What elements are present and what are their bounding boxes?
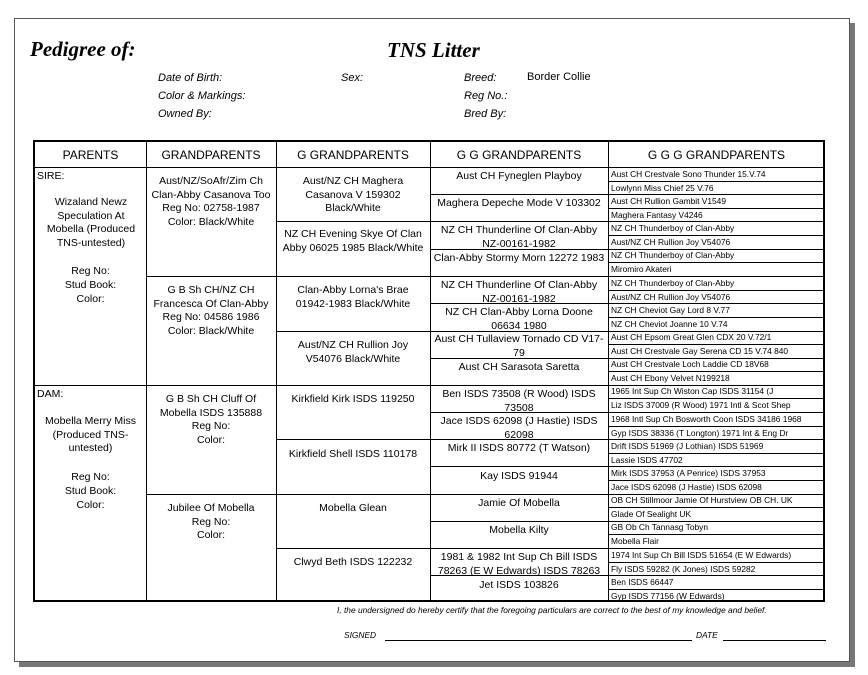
- gg-grandparent-4: Clan-Abby Stormy Morn 12272 1983: [433, 252, 605, 264]
- gg-grandparent-2: Maghera Depeche Mode V 103302: [437, 197, 601, 209]
- ggg-grandparent-1: Aust CH Crestvale Sono Thunder 15.V.74: [611, 169, 766, 179]
- certification-statement: I, the undersigned do hereby certify that the foregoing particulars are correct to the best of my knowledge and belief.: [337, 605, 767, 615]
- grandparent-2: G B Sh CH/NZ CH Francesca Of Clan-Abby Reg No: 04586 1986 Color: Black/White: [153, 284, 269, 337]
- g-grandparent-8: Clwyd Beth ISDS 122232: [293, 556, 413, 568]
- ggg-grandparent-21: Drift ISDS 51969 (J Lothian) ISDS 51969: [611, 441, 764, 451]
- ggg-grandparent-19: 1968 Intl Sup Ch Bosworth Coon ISDS 34186 1968: [611, 414, 802, 424]
- ggg-grandparent-23: Mirk ISDS 37953 (A Penrice) ISDS 37953: [611, 468, 766, 478]
- gg-grandparent-6: NZ CH Clan-Abby Lorna Doone 06634 1980: [445, 306, 593, 332]
- gg-grandparent-8: Aust CH Sarasota Saretta: [458, 361, 580, 373]
- ggg-grandparent-3: Aust CH Rullion Gambit V1549: [611, 196, 726, 206]
- col-header-gg-grandparents: G G GRANDPARENTS: [456, 147, 582, 162]
- g-grandparent-6: Kirkfield Shell ISDS 110178: [288, 448, 418, 460]
- date-line: [723, 640, 826, 641]
- dam-stud-book-label: Stud Book:: [64, 485, 117, 497]
- breed-value: Border Collie: [527, 71, 591, 83]
- ggg-grandparent-12: NZ CH Cheviot Joanne 10 V.74: [611, 319, 728, 329]
- grandparent-3: G B Sh CH Cluff Of Mobella ISDS 135888 Reg No: Color:: [159, 393, 263, 446]
- ggg-grandparent-22: Lassie ISDS 47702: [611, 455, 683, 465]
- ggg-grandparent-6: Aust/NZ CH Rullion Joy V54076: [611, 237, 731, 247]
- ggg-grandparent-29: 1974 Int Sup Ch Bill ISDS 51654 (E W Edwards): [611, 550, 792, 560]
- pedigree-title-label: Pedigree of:: [30, 37, 136, 61]
- ggg-grandparent-30: Fly ISDS 59282 (K Jones) ISDS 59282: [611, 564, 756, 574]
- sire-reg-label: Reg No:: [71, 265, 110, 277]
- ggg-grandparent-31: Ben ISDS 66447: [611, 577, 674, 587]
- ggg-grandparent-5: NZ CH Thunderboy of Clan-Abby: [611, 223, 735, 233]
- ggg-grandparent-18: Liz ISDS 37009 (R Wood) 1971 Intl & Scot Shep: [611, 400, 791, 410]
- g-grandparent-1: Aust/NZ CH Maghera Casanova V 159302 Black/White: [302, 175, 404, 214]
- sire-label: SIRE:: [37, 170, 65, 182]
- dam-label: DAM:: [37, 388, 64, 400]
- g-grandparent-2: NZ CH Evening Skye Of Clan Abby 06025 1985 Black/White: [282, 228, 424, 254]
- ggg-grandparent-2: Lowlynn Miss Chief 25 V.76: [611, 183, 714, 193]
- color-markings-label: Color & Markings:: [158, 90, 246, 102]
- ggg-grandparent-26: Glade Of Sealight UK: [611, 509, 692, 519]
- sire-name: Wizaland Newz Speculation At Mobella (Produced TNS-untested): [46, 196, 136, 249]
- owned-by-label: Owned By:: [158, 108, 212, 120]
- sire-color-label: Color:: [76, 293, 105, 305]
- gg-grandparent-3: NZ CH Thunderline Of Clan-Abby NZ-00161-1982: [440, 224, 598, 250]
- ggg-grandparent-20: Gyp ISDS 38336 (T Longton) 1971 Int & Eng Dr: [611, 428, 789, 438]
- pedigree-table: [33, 140, 825, 602]
- reg-no-label: Reg No.:: [464, 90, 508, 102]
- bred-by-label: Bred By:: [464, 108, 507, 120]
- g-grandparent-5: Kirkfield Kirk ISDS 119250: [291, 393, 415, 405]
- breed-label: Breed:: [464, 72, 497, 84]
- ggg-grandparent-9: NZ CH Thunderboy of Clan-Abby: [611, 278, 735, 288]
- ggg-grandparent-15: Aust CH Crestvale Loch Laddie CD 18V68: [611, 359, 769, 369]
- gg-grandparent-1: Aust CH Fyneglen Playboy: [456, 170, 582, 182]
- ggg-grandparent-14: Aust CH Crestvale Gay Serena CD 15 V.74 840: [611, 346, 789, 356]
- gg-grandparent-9: Ben ISDS 73508 (R Wood) ISDS 73508: [442, 388, 596, 414]
- dam-name: Mobella Merry Miss (Produced TNS-untested): [44, 415, 136, 454]
- ggg-grandparent-17: 1965 Int Sup Ch Wiston Cap ISDS 31154 (J: [611, 386, 774, 396]
- ggg-grandparent-11: NZ CH Cheviot Gay Lord 8 V.77: [611, 305, 730, 315]
- ggg-grandparent-13: Aust CH Epsom Great Glen CDX 20 V.72/1: [611, 332, 772, 342]
- date-label: DATE: [696, 630, 718, 640]
- ggg-grandparent-4: Maghera Fantasy V4246: [611, 210, 703, 220]
- gg-grandparent-5: NZ CH Thunderline Of Clan-Abby NZ-00161-1982: [440, 279, 598, 305]
- ggg-grandparent-25: OB CH Stillmoor Jamie Of Hurstview OB CH. UK: [611, 495, 793, 505]
- gg-grandparent-11: Mirk II ISDS 80772 (T Watson): [447, 442, 591, 454]
- ggg-grandparent-8: Miromiro Akateri: [611, 264, 672, 274]
- g-grandparent-3: Clan-Abby Lorna's Brae 01942-1983 Black/White: [295, 284, 411, 310]
- grandparent-1: Aust/NZ/SoAfr/Zim Ch Clan-Abby Casanova Too Reg No: 02758-1987 Color: Black/White: [151, 175, 271, 228]
- grandparent-4: Jubilee Of Mobella Reg No: Color:: [167, 502, 255, 541]
- ggg-grandparent-27: GB Ob Ch Tannasg Tobyn: [611, 522, 708, 532]
- col-divider: [146, 142, 147, 600]
- g-grandparent-7: Mobella Glean: [319, 502, 387, 514]
- g-grandparent-4: Aust/NZ CH Rullion Joy V54076 Black/White: [297, 339, 409, 365]
- gg-grandparent-13: Jamie Of Mobella: [478, 497, 560, 509]
- ggg-grandparent-7: NZ CH Thunderboy of Clan-Abby: [611, 250, 735, 260]
- col-header-parents: PARENTS: [62, 147, 119, 162]
- sire-stud-book-label: Stud Book:: [64, 279, 117, 291]
- col-divider: [430, 142, 431, 600]
- ggg-grandparent-32: Gyp ISDS 77156 (W Edwards): [611, 591, 725, 601]
- gg-grandparent-16: Jet ISDS 103826: [479, 579, 559, 591]
- sex-label: Sex:: [341, 72, 364, 84]
- col-header-g-grandparents: G GRANDPARENTS: [297, 147, 409, 162]
- gg-grandparent-15: 1981 & 1982 Int Sup Ch Bill ISDS 78263 (E W Edwards) ISDS 78263: [437, 551, 601, 577]
- gg-grandparent-12: Kay ISDS 91944: [480, 470, 558, 482]
- ggg-grandparent-24: Jace ISDS 62098 (J Hastie) ISDS 62098: [611, 482, 762, 492]
- signed-label: SIGNED: [344, 630, 377, 640]
- signature-line: [385, 640, 692, 641]
- col-header-ggg-grandparents: G G G GRANDPARENTS: [647, 147, 786, 162]
- gg-grandparent-10: Jace ISDS 62098 (J Hastie) ISDS 62098: [440, 415, 598, 441]
- ggg-grandparent-16: Aust CH Ebony Velvet N199218: [611, 373, 730, 383]
- pedigree-page: [14, 18, 850, 662]
- dam-color-label: Color:: [76, 499, 105, 511]
- ggg-grandparent-28: Mobella Flair: [611, 536, 659, 546]
- dob-label: Date of Birth:: [158, 72, 223, 84]
- gg-grandparent-14: Mobella Kilty: [489, 524, 549, 536]
- col-header-grandparents: GRANDPARENTS: [161, 147, 261, 162]
- ggg-grandparent-10: Aust/NZ CH Rullion Joy V54076: [611, 292, 731, 302]
- col-divider: [276, 142, 277, 600]
- pedigree-title: TNS Litter: [387, 38, 480, 62]
- dam-reg-label: Reg No:: [71, 471, 110, 483]
- gg-grandparent-7: Aust CH Tullaview Tornado CD V17-79: [434, 333, 604, 359]
